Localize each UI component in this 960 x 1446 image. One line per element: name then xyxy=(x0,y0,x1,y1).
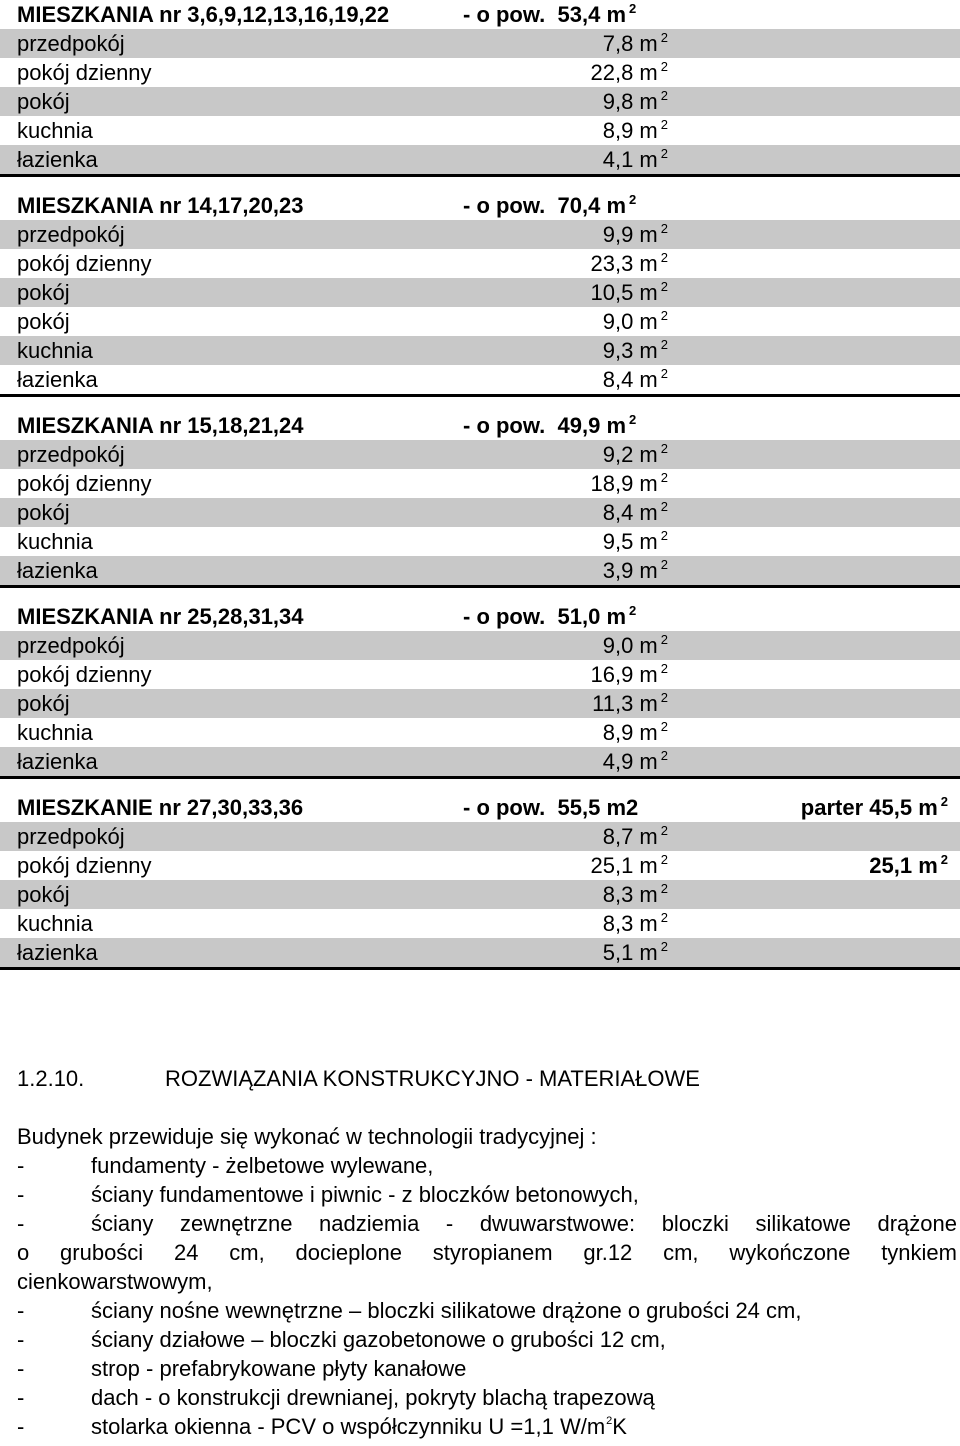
list-item: - ściany fundamentowe i piwnic - z bloczków betonowych, xyxy=(17,1182,639,1207)
room-row xyxy=(0,689,960,718)
room-area: 4,1 m $^2$ xyxy=(602,146,668,172)
room-name: pokój dzienny xyxy=(17,60,152,85)
superscript-2: 2 xyxy=(660,366,668,381)
room-row xyxy=(0,469,960,498)
room-row xyxy=(0,938,960,970)
room-name: pokój dzienny xyxy=(17,251,152,276)
room-name: kuchnia xyxy=(17,720,93,745)
room-row xyxy=(0,660,960,689)
room-area: 9,0 m $^2$ xyxy=(602,308,668,334)
superscript-2: 2 xyxy=(660,881,668,896)
list-item-continuation: o grubości 24 cm, docieplone styropianem gr.12 cm, wykończone tynkiem xyxy=(17,1240,957,1265)
apartment-block xyxy=(0,191,960,397)
room-row xyxy=(0,718,960,747)
room-name: kuchnia xyxy=(17,911,93,936)
apartment-title: MIESZKANIE nr 27,30,33,36 xyxy=(17,795,304,820)
room-row xyxy=(0,29,960,58)
apartment-total-area: - o pow. 55,5 m2 xyxy=(463,795,639,820)
superscript-2: 2 xyxy=(660,30,668,45)
room-row xyxy=(0,498,960,527)
room-row xyxy=(0,58,960,87)
superscript-2: 2 xyxy=(940,852,948,867)
room-name: pokój dzienny xyxy=(17,853,152,878)
apartment-title: MIESZKANIA nr 15,18,21,24 xyxy=(17,413,304,438)
room-name: pokój xyxy=(17,500,70,525)
room-name: łazienka xyxy=(17,147,98,172)
block-gap xyxy=(0,177,960,191)
apartment-block xyxy=(0,411,960,588)
room-name: łazienka xyxy=(17,749,98,774)
room-area: 25,1 m $^2$ xyxy=(590,852,668,878)
room-row xyxy=(0,747,960,779)
intro-paragraph: Budynek przewiduje się wykonać w technologii tradycyjnej : xyxy=(17,1124,597,1149)
superscript-2: 2 xyxy=(660,910,668,925)
apartment-header-row xyxy=(0,793,960,822)
room-row xyxy=(0,145,960,177)
room-name: łazienka xyxy=(17,558,98,583)
list-item: - strop - prefabrykowane płyty kanałowe xyxy=(17,1356,467,1381)
apartment-title: MIESZKANIA nr 3,6,9,12,13,16,19,22 xyxy=(17,2,390,27)
room-row xyxy=(0,87,960,116)
superscript-2: 2 xyxy=(660,117,668,132)
superscript-2: 2 xyxy=(660,337,668,352)
room-name: pokój xyxy=(17,691,70,716)
room-area: 10,5 m $^2$ xyxy=(590,279,668,305)
room-row xyxy=(0,851,960,880)
room-row xyxy=(0,556,960,588)
room-row xyxy=(0,440,960,469)
superscript-2: 2 xyxy=(629,192,637,207)
apartment-block xyxy=(0,0,960,177)
room-area: 9,5 m $^2$ xyxy=(602,528,668,554)
apartment-total-area: - o pow. 53,4 m $^2$ xyxy=(463,1,637,27)
room-area: 16,9 m $^2$ xyxy=(590,661,668,687)
room-row xyxy=(0,909,960,938)
room-row xyxy=(0,307,960,336)
superscript-2: 2 xyxy=(660,690,668,705)
superscript-2: 2 xyxy=(660,59,668,74)
room-area: 8,3 m $^2$ xyxy=(602,881,668,907)
superscript-2: 2 xyxy=(660,528,668,543)
superscript-2: 2 xyxy=(660,221,668,236)
room-area: 7,8 m $^2$ xyxy=(602,30,668,56)
room-area: 9,3 m $^2$ xyxy=(602,337,668,363)
room-area: 8,4 m $^2$ xyxy=(602,366,668,392)
room-area: 8,7 m $^2$ xyxy=(602,823,668,849)
superscript-2: 2 xyxy=(940,794,948,809)
superscript-2: 2 xyxy=(660,823,668,838)
room-row xyxy=(0,249,960,278)
room-area: 9,0 m $^2$ xyxy=(602,632,668,658)
block-gap xyxy=(0,588,960,602)
section-title: ROZWIĄZANIA KONSTRUKCYJNO - MATERIAŁOWE xyxy=(165,1066,700,1091)
room-row xyxy=(0,336,960,365)
apartment-title: MIESZKANIA nr 25,28,31,34 xyxy=(17,604,304,629)
room-name: kuchnia xyxy=(17,529,93,554)
room-extra-area: 25,1 m $^2$ xyxy=(869,852,948,878)
room-area: 8,9 m $^2$ xyxy=(602,117,668,143)
apartment-block xyxy=(0,602,960,779)
room-name: pokój dzienny xyxy=(17,471,152,496)
room-name: pokój xyxy=(17,89,70,114)
room-name: przedpokój xyxy=(17,442,125,467)
section-heading xyxy=(17,1064,700,1094)
superscript-2: 2 xyxy=(660,748,668,763)
room-row xyxy=(0,822,960,851)
superscript-2: 2 xyxy=(629,603,637,618)
room-area: 3,9 m $^2$ xyxy=(602,557,668,583)
room-name: przedpokój xyxy=(17,31,125,56)
room-row xyxy=(0,880,960,909)
room-area: 8,4 m $^2$ xyxy=(602,499,668,525)
superscript-2: 2 xyxy=(629,1,637,16)
room-name: kuchnia xyxy=(17,118,93,143)
room-area: 9,9 m $^2$ xyxy=(602,221,668,247)
list-item: - stolarka okienna - PCV o współczynniku U =1,1 $W/m^2K$ xyxy=(17,1414,627,1439)
room-name: pokój xyxy=(17,309,70,334)
room-area: 22,8 m $^2$ xyxy=(590,59,668,85)
room-name: pokój dzienny xyxy=(17,662,152,687)
superscript-2: 2 xyxy=(660,557,668,572)
block-gap xyxy=(0,779,960,793)
apartment-total-area: - o pow. 49,9 m $^2$ xyxy=(463,412,637,438)
room-name: łazienka xyxy=(17,940,98,965)
room-area: 9,8 m $^2$ xyxy=(602,88,668,114)
room-row xyxy=(0,631,960,660)
room-area: 8,3 m $^2$ xyxy=(602,910,668,936)
room-area: 9,2 m $^2$ xyxy=(602,441,668,467)
list-item: - dach - o konstrukcji drewnianej, pokryty blachą trapezową xyxy=(17,1385,655,1410)
room-area: 4,9 m $^2$ xyxy=(602,748,668,774)
apartment-title: MIESZKANIA nr 14,17,20,23 xyxy=(17,193,304,218)
superscript-2: 2 xyxy=(660,279,668,294)
superscript-2: 2 xyxy=(660,632,668,647)
room-name: kuchnia xyxy=(17,338,93,363)
room-row xyxy=(0,116,960,145)
room-area: 8,9 m $^2$ xyxy=(602,719,668,745)
apartment-header-row xyxy=(0,602,960,631)
superscript-2: 2 xyxy=(660,250,668,265)
apartment-header-row xyxy=(0,411,960,440)
list-item: - ściany zewnętrzne nadziemia - dwuwarstwowe: bloczki silikatowe drążone xyxy=(17,1211,957,1236)
room-name: pokój xyxy=(17,280,70,305)
room-row xyxy=(0,278,960,307)
room-row xyxy=(0,365,960,397)
room-name: przedpokój xyxy=(17,633,125,658)
apartment-total-area: - o pow. 70,4 m $^2$ xyxy=(463,192,637,218)
room-area: 11,3 m $^2$ xyxy=(592,690,668,716)
list-item: - fundamenty - żelbetowe wylewane, xyxy=(17,1153,434,1178)
ground-floor-area: parter 45,5 m $^2$ xyxy=(800,794,948,820)
superscript-2: 2 xyxy=(629,412,637,427)
list-item: - ściany działowe – bloczki gazobetonowe o grubości 12 cm, xyxy=(17,1327,666,1352)
superscript-2: 2 xyxy=(660,661,668,676)
apartment-block xyxy=(0,793,960,970)
list-item-continuation-tail: cienkowarstwowym, xyxy=(17,1269,213,1294)
superscript-2: 2 xyxy=(660,470,668,485)
apartment-total-area: - o pow. 51,0 m $^2$ xyxy=(463,603,637,629)
room-name: przedpokój xyxy=(17,824,125,849)
apartment-header-row xyxy=(0,0,960,29)
apartment-header-row xyxy=(0,191,960,220)
room-row xyxy=(0,527,960,556)
section-number: 1.2.10. xyxy=(17,1066,85,1091)
superscript-2: 2 xyxy=(660,88,668,103)
superscript-2: 2 xyxy=(660,308,668,323)
superscript-2: 2 xyxy=(660,852,668,867)
superscript-2: 2 xyxy=(660,146,668,161)
body-text xyxy=(17,1122,957,1446)
list-item: - ściany nośne wewnętrzne – bloczki silikatowe drążone o grubości 24 cm, xyxy=(17,1298,802,1323)
superscript-2: 2 xyxy=(660,441,668,456)
block-gap xyxy=(0,397,960,411)
superscript-2: 2 xyxy=(660,719,668,734)
room-row xyxy=(0,220,960,249)
room-area: 23,3 m $^2$ xyxy=(590,250,668,276)
room-name: pokój xyxy=(17,882,70,907)
superscript-2: 2 xyxy=(660,939,668,954)
room-name: przedpokój xyxy=(17,222,125,247)
room-area: 5,1 m $^2$ xyxy=(602,939,668,965)
room-area: 18,9 m $^2$ xyxy=(590,470,668,496)
superscript-2: 2 xyxy=(660,499,668,514)
room-name: łazienka xyxy=(17,367,98,392)
